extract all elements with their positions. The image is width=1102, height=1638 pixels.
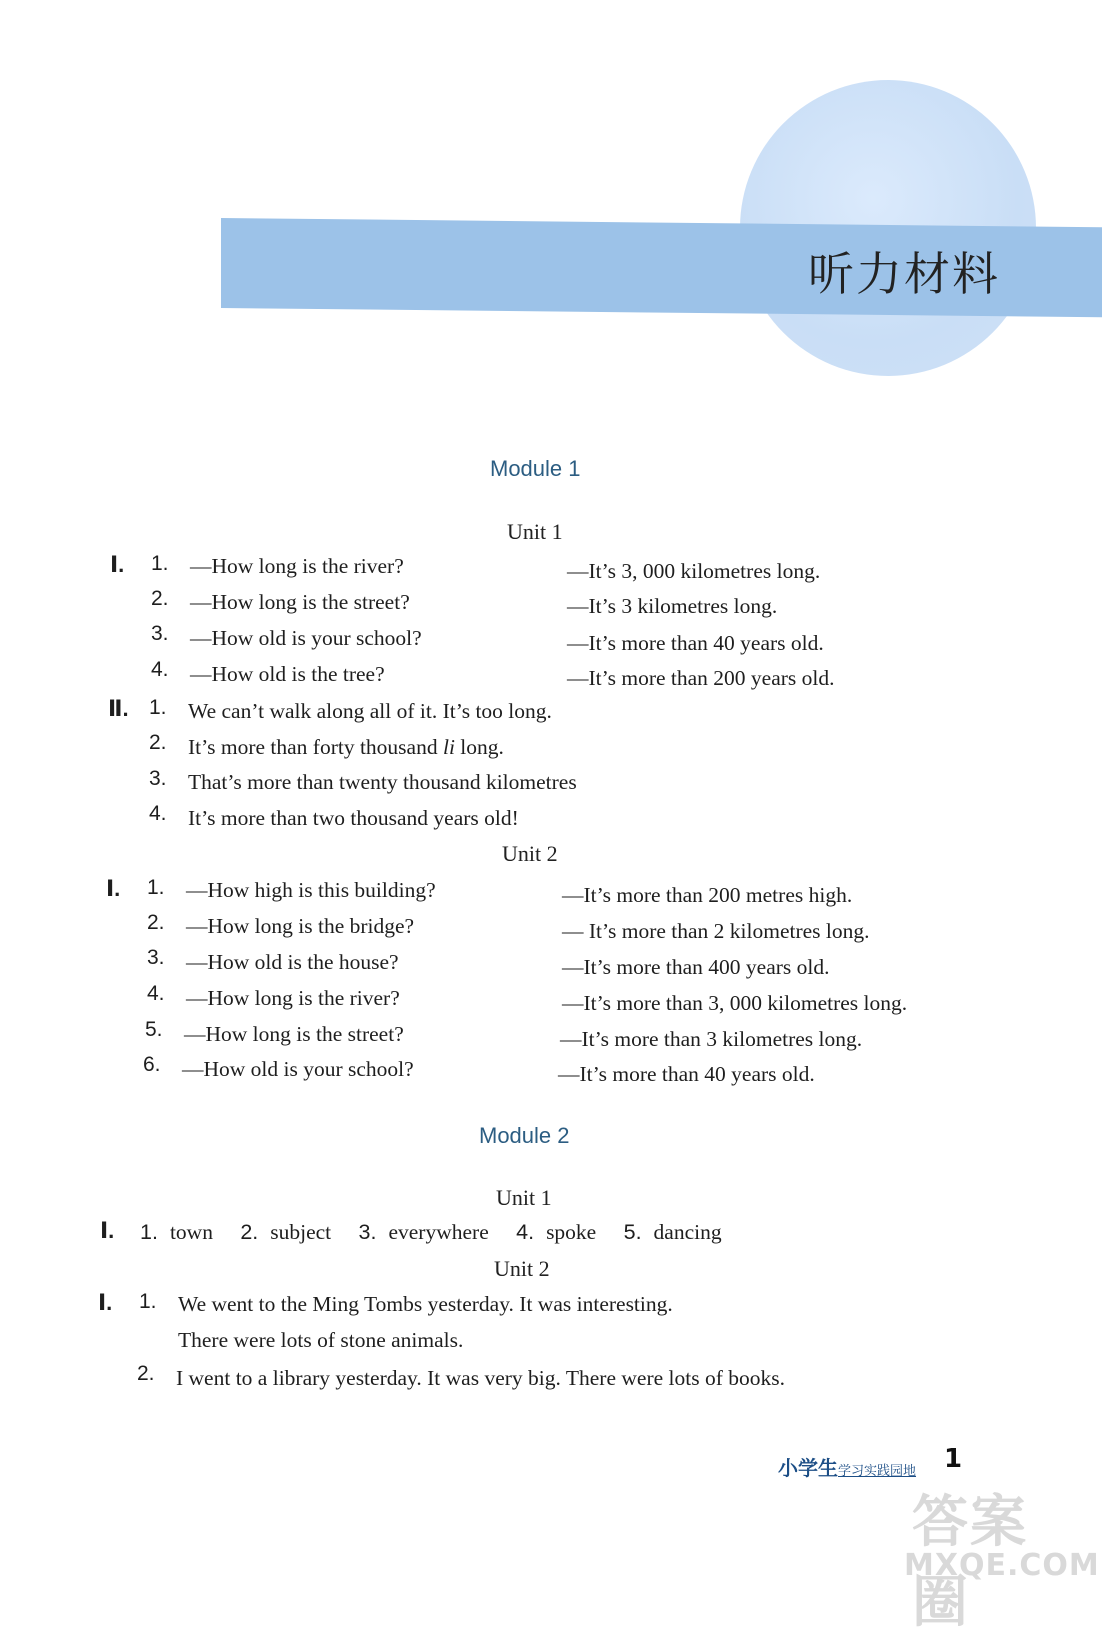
sentence-text: It’s more than two thousand years old! bbox=[188, 806, 519, 830]
answer-text: —It’s more than 400 years old. bbox=[562, 955, 830, 979]
item-number: 2. bbox=[137, 1362, 155, 1385]
answer-text: —It’s more than 40 years old. bbox=[567, 631, 824, 655]
watermark-logo bbox=[904, 1478, 1100, 1635]
item-number: 3. bbox=[149, 767, 167, 790]
item-number: 4. bbox=[151, 658, 169, 681]
word-text: town bbox=[169, 1220, 213, 1244]
section-roman-numeral: Ⅰ. bbox=[106, 876, 121, 901]
item-number: 4. bbox=[516, 1220, 535, 1244]
question-text: —How long is the bridge? bbox=[186, 914, 415, 938]
page-number: 1 bbox=[944, 1444, 963, 1474]
question-text: —How long is the street? bbox=[190, 590, 410, 614]
sentence-text-continued: There were lots of stone animals. bbox=[178, 1328, 464, 1352]
item-number: 1. bbox=[140, 1220, 158, 1244]
item-number: 6. bbox=[143, 1053, 161, 1076]
answer-text: —It’s more than 200 metres high. bbox=[562, 883, 853, 907]
item-number: 2. bbox=[151, 587, 169, 610]
section-roman-numeral: Ⅱ. bbox=[108, 696, 129, 721]
question-text: —How old is the tree? bbox=[190, 662, 385, 686]
answer-text: —It’s more than 40 years old. bbox=[558, 1062, 815, 1086]
item-number: 5. bbox=[623, 1220, 642, 1244]
module-1-title: Module 1 bbox=[490, 456, 581, 481]
sentence-text: I went to a library yesterday. It was very big. There were lots of books. bbox=[176, 1366, 785, 1390]
item-number: 3. bbox=[358, 1220, 377, 1244]
footer-brand-logo bbox=[778, 1452, 916, 1481]
sentence-text bbox=[188, 733, 504, 761]
answer-text: —It’s 3 kilometres long. bbox=[567, 594, 778, 618]
watermark-line-2: MXQE.COM bbox=[904, 1548, 1100, 1583]
item-number: 1. bbox=[149, 696, 167, 719]
answer-text: — It’s more than 2 kilometres long. bbox=[562, 919, 870, 943]
question-text: —How old is your school? bbox=[182, 1057, 414, 1081]
item-number: 1. bbox=[147, 876, 165, 899]
item-number: 1. bbox=[139, 1290, 157, 1313]
sentence-text: We went to the Ming Tombs yesterday. It was interesting. bbox=[178, 1292, 673, 1316]
item-number: 4. bbox=[149, 802, 167, 825]
sentence-text: That’s more than twenty thousand kilometres bbox=[188, 770, 577, 794]
item-number: 4. bbox=[147, 982, 165, 1005]
module-2-unit-1-title: Unit 1 bbox=[496, 1185, 552, 1210]
sentence-italic-word: li bbox=[442, 735, 455, 759]
word-text: subject bbox=[270, 1220, 332, 1244]
module-1-unit-1-title: Unit 1 bbox=[507, 519, 563, 544]
answer-text: —It’s 3, 000 kilometres long. bbox=[567, 559, 821, 583]
item-number: 2. bbox=[149, 731, 167, 754]
sentence-part: long. bbox=[454, 735, 504, 759]
watermark-line-1: 答案圈 bbox=[912, 1490, 1028, 1635]
answer-text: —It’s more than 3 kilometres long. bbox=[560, 1027, 863, 1051]
module-1-unit-2-title: Unit 2 bbox=[502, 841, 558, 866]
item-number: 2. bbox=[240, 1220, 259, 1244]
question-text: —How old is the house? bbox=[186, 950, 399, 974]
section-roman-numeral: Ⅰ. bbox=[100, 1218, 115, 1243]
item-number: 2. bbox=[147, 911, 165, 934]
word-text: spoke bbox=[546, 1220, 597, 1244]
word-text: dancing bbox=[653, 1220, 722, 1244]
item-number: 1. bbox=[151, 552, 169, 575]
question-text: —How long is the river? bbox=[186, 986, 400, 1010]
question-text: —How long is the river? bbox=[190, 554, 404, 578]
section-roman-numeral: Ⅰ. bbox=[98, 1290, 113, 1315]
item-number: 3. bbox=[151, 622, 169, 645]
section-roman-numeral: Ⅰ. bbox=[110, 552, 125, 577]
item-number: 5. bbox=[145, 1018, 163, 1041]
answer-text: —It’s more than 200 years old. bbox=[567, 666, 835, 690]
page-title: 听力材料 bbox=[808, 247, 1000, 301]
question-text: —How high is this building? bbox=[186, 878, 436, 902]
footer-brand-sub: 学习实践园地 bbox=[838, 1464, 917, 1479]
module-2-title: Module 2 bbox=[479, 1123, 570, 1148]
word-text: everywhere bbox=[388, 1220, 489, 1244]
item-number: 3. bbox=[147, 946, 165, 969]
module-2-unit-2-title: Unit 2 bbox=[494, 1256, 550, 1281]
question-text: —How old is your school? bbox=[190, 626, 422, 650]
sentence-text: We can’t walk along all of it. It’s too long. bbox=[188, 699, 552, 723]
word-list bbox=[140, 1218, 744, 1246]
sentence-part: It’s more than forty thousand bbox=[188, 735, 443, 759]
question-text: —How long is the street? bbox=[184, 1022, 404, 1046]
answer-text: —It’s more than 3, 000 kilometres long. bbox=[562, 991, 908, 1015]
footer-brand-main: 小学生 bbox=[778, 1456, 838, 1480]
